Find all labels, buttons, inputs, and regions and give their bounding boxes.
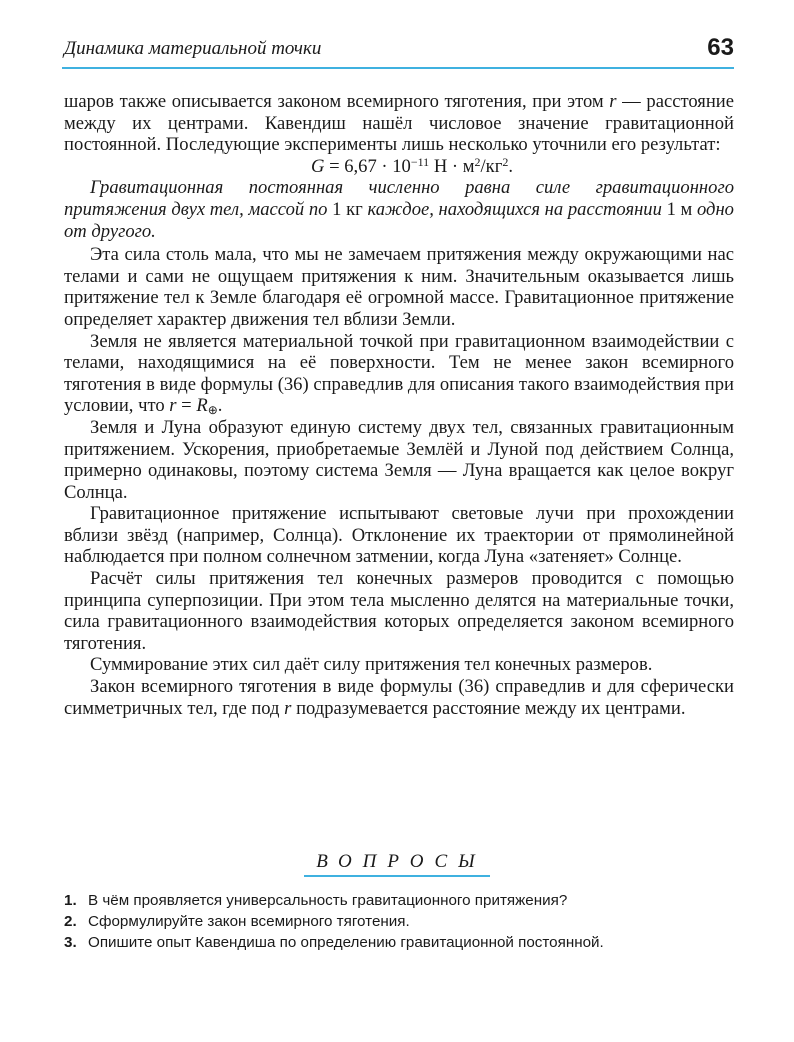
- definition-paragraph: Гравитационная постоянная численно равна силе гравитационного притяжения двух тел, массой по 1 кг каждое, находящихся на расстоянии 1 м одно от другого.: [64, 177, 734, 242]
- gravitational-constant-formula: $G = 6,67 \cdot 10^{-11}$ $Н \cdot м^2/кг^2$.: [311, 154, 513, 177]
- paragraph-6: Расчёт силы притяжения тел конечных размеров проводится с помощью принципа суперпозиции. При этом тела мысленно делятся на материальные точки, сила гравитационного взаимодействия которых определяется законом всемирного тяготения.: [64, 568, 734, 654]
- header-divider: [62, 67, 734, 69]
- body-text: [64, 91, 734, 719]
- questions-list: [64, 890, 744, 953]
- running-title: Динамика материальной точки: [64, 38, 322, 59]
- paragraph-1: шаров также описывается законом всемирного тяготения, при этом r — расстояние между их центрами. Кавендиш нашёл числовое значение гравитационной постоянной. Последующие эксперименты лишь несколько уточнили его результат:: [64, 91, 734, 156]
- question-item: 2. Сформулируйте закон всемирного тяготения.: [64, 913, 410, 930]
- question-item: 1. В чём проявляется универсальность гравитационного притяжения?: [64, 892, 568, 909]
- paragraph-8: Закон всемирного тяготения в виде формулы (36) справедлив и для сферически симметричных тел, где под r подразумевается расстояние между их центрами.: [64, 676, 734, 719]
- page-number: 63: [707, 34, 734, 61]
- paragraph-5: Гравитационное притяжение испытывают световые лучи при прохождении вблизи звёзд (например, Солнца). Отклонение их траектории от прямолинейной наблюдается при полном солнечном затмении, когда Луна «затеняет» Солнце.: [64, 503, 734, 568]
- paragraph-2: Эта сила столь мала, что мы не замечаем притяжения между окружающими нас телами и сами не ощущаем притяжения к ним. Значительным оказывается лишь притяжение тел к Земле благодаря её огромной массе. Гравитационное притяжение определяет характер движения тел вблизи Земли.: [64, 244, 734, 330]
- paragraph-7: Суммирование этих сил даёт силу притяжения тел конечных размеров.: [90, 654, 653, 676]
- paragraph-4: Земля и Луна образуют единую систему двух тел, связанных гравитационным притяжением. Ускорения, приобретаемые Землёй и Луной под действием Солнца, примерно одинаковы, поэтому система Земля — Луна вращается как целое вокруг Солнца.: [64, 416, 734, 503]
- paragraph-3: Земля не является материальной точкой при гравитационном взаимодействии с телами, находящимися на её поверхности. Тем не менее закон всемирного тяготения в виде формулы (36) справедлив для описания такого взаимодействия при условии, что $r = R_\oplus$.: [64, 330, 734, 418]
- questions-heading: ВОПРОСЫ: [0, 851, 794, 873]
- question-item: 3. Опишите опыт Кавендиша по определению гравитационной постоянной.: [64, 934, 604, 951]
